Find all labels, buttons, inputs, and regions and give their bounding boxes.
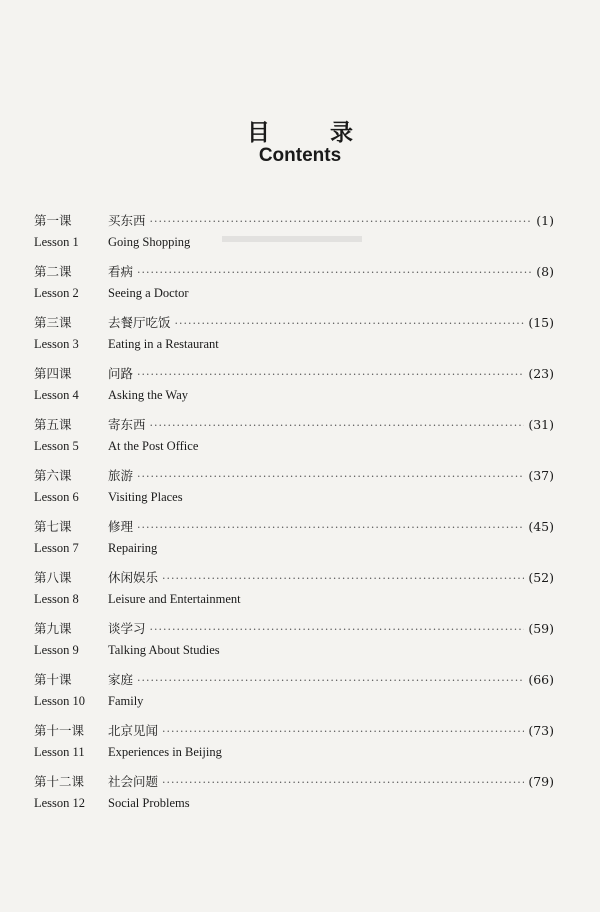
lesson-title-zh: 修理	[108, 519, 134, 534]
lesson-title-en: Family	[108, 694, 144, 708]
dot-leader	[137, 368, 524, 381]
toc-entry-lesson-11[interactable]	[34, 721, 554, 772]
toc-row-chinese	[34, 262, 554, 286]
dot-leader	[137, 470, 524, 483]
toc-row-chinese	[34, 670, 554, 694]
page-number: (79)	[528, 774, 554, 789]
toc-entry-lesson-5[interactable]	[34, 415, 554, 466]
lesson-number-en: Lesson 9	[34, 643, 79, 657]
toc-row-english	[34, 592, 554, 616]
lesson-number-zh: 第五课	[34, 417, 72, 432]
lesson-number-en: Lesson 11	[34, 745, 85, 759]
toc-entry-lesson-2[interactable]	[34, 262, 554, 313]
toc-entry-lesson-10[interactable]	[34, 670, 554, 721]
dot-leader	[162, 776, 524, 789]
toc-row-chinese	[34, 364, 554, 388]
lesson-number-zh: 第三课	[34, 315, 72, 330]
page-number: (1)	[536, 213, 554, 228]
lesson-title-en: Visiting Places	[108, 490, 183, 504]
page-title-chinese: 目 录	[246, 119, 379, 146]
lesson-title-zh: 买东西	[108, 213, 146, 228]
lesson-number-en: Lesson 10	[34, 694, 86, 708]
page-number: (45)	[528, 519, 554, 534]
page-number: (23)	[528, 366, 554, 381]
lesson-title-zh: 社会问题	[108, 774, 159, 789]
lesson-number-en: Lesson 5	[34, 439, 79, 453]
lesson-number-zh: 第十课	[34, 672, 72, 687]
lesson-title-en: Asking the Way	[108, 388, 189, 402]
toc-row-english	[34, 796, 554, 820]
lesson-title-en: Talking About Studies	[108, 643, 220, 657]
page-number: (59)	[528, 621, 554, 636]
dot-leader	[150, 419, 525, 432]
toc-entry-lesson-1[interactable]	[34, 211, 554, 262]
toc-row-english	[34, 694, 554, 718]
lesson-number-zh: 第二课	[34, 264, 72, 279]
lesson-title-en: Eating in a Restaurant	[108, 337, 219, 351]
lesson-title-zh: 家庭	[108, 672, 134, 687]
toc-row-english	[34, 337, 554, 361]
dot-leader	[137, 266, 532, 279]
toc-entry-lesson-4[interactable]	[34, 364, 554, 415]
toc-row-english	[34, 388, 554, 412]
dot-leader	[162, 725, 524, 738]
toc-row-english	[34, 745, 554, 769]
page-number: (37)	[528, 468, 554, 483]
lesson-number-zh: 第六课	[34, 468, 72, 483]
lesson-title-zh: 看病	[108, 264, 134, 279]
lesson-number-en: Lesson 12	[34, 796, 86, 810]
lesson-number-zh: 第一课	[34, 213, 72, 228]
lesson-title-zh: 寄东西	[108, 417, 146, 432]
lesson-number-zh: 第十二课	[34, 774, 85, 789]
toc-row-chinese	[34, 466, 554, 490]
lesson-number-zh: 第九课	[34, 621, 72, 636]
toc-row-chinese	[34, 772, 554, 796]
lesson-number-zh: 第八课	[34, 570, 72, 585]
toc-row-chinese	[34, 721, 554, 745]
lesson-number-zh: 第十一课	[34, 723, 85, 738]
lesson-number-en: Lesson 4	[34, 388, 79, 402]
dot-leader	[150, 215, 533, 228]
toc-entry-lesson-12[interactable]	[34, 772, 554, 823]
page-number: (66)	[528, 672, 554, 687]
lesson-title-en: Experiences in Beijing	[108, 745, 222, 759]
lesson-number-zh: 第四课	[34, 366, 72, 381]
dot-leader	[137, 521, 524, 534]
toc-row-chinese	[34, 619, 554, 643]
table-of-contents	[34, 211, 554, 823]
toc-row-english	[34, 439, 554, 463]
lesson-title-zh: 旅游	[108, 468, 134, 483]
page-number: (8)	[536, 264, 554, 279]
lesson-title-zh: 北京见闻	[108, 723, 159, 738]
lesson-number-en: Lesson 8	[34, 592, 79, 606]
page-number: (52)	[528, 570, 554, 585]
dot-leader	[150, 623, 525, 636]
toc-entry-lesson-8[interactable]	[34, 568, 554, 619]
lesson-number-en: Lesson 6	[34, 490, 79, 504]
toc-row-chinese	[34, 517, 554, 541]
toc-row-chinese	[34, 568, 554, 592]
toc-entry-lesson-3[interactable]	[34, 313, 554, 364]
lesson-title-en: At the Post Office	[108, 439, 199, 453]
dot-leader	[137, 674, 524, 687]
toc-row-english	[34, 235, 554, 259]
toc-row-chinese	[34, 415, 554, 439]
toc-entry-lesson-6[interactable]	[34, 466, 554, 517]
lesson-number-en: Lesson 2	[34, 286, 79, 300]
toc-row-english	[34, 490, 554, 514]
lesson-number-en: Lesson 3	[34, 337, 79, 351]
toc-row-chinese	[34, 313, 554, 337]
toc-row-chinese	[34, 211, 554, 235]
lesson-title-zh: 问路	[108, 366, 134, 381]
toc-entry-lesson-7[interactable]	[34, 517, 554, 568]
lesson-number-zh: 第七课	[34, 519, 72, 534]
lesson-title-en: Repairing	[108, 541, 158, 555]
lesson-title-zh: 谈学习	[108, 621, 146, 636]
lesson-title-en: Going Shopping	[108, 235, 191, 249]
page-number: (31)	[528, 417, 554, 432]
page-number: (73)	[528, 723, 554, 738]
page-title-english: Contents	[258, 145, 342, 166]
dot-leader	[162, 572, 524, 585]
lesson-number-en: Lesson 7	[34, 541, 79, 555]
page-number: (15)	[528, 315, 554, 330]
dot-leader	[175, 317, 525, 330]
toc-entry-lesson-9[interactable]	[34, 619, 554, 670]
toc-row-english	[34, 643, 554, 667]
toc-row-english	[34, 286, 554, 310]
lesson-title-en: Seeing a Doctor	[108, 286, 189, 300]
lesson-title-en: Social Problems	[108, 796, 190, 810]
lesson-number-en: Lesson 1	[34, 235, 79, 249]
lesson-title-zh: 休闲娱乐	[108, 570, 159, 585]
lesson-title-en: Leisure and Entertainment	[108, 592, 241, 606]
lesson-title-zh: 去餐厅吃饭	[108, 315, 171, 330]
toc-row-english	[34, 541, 554, 565]
